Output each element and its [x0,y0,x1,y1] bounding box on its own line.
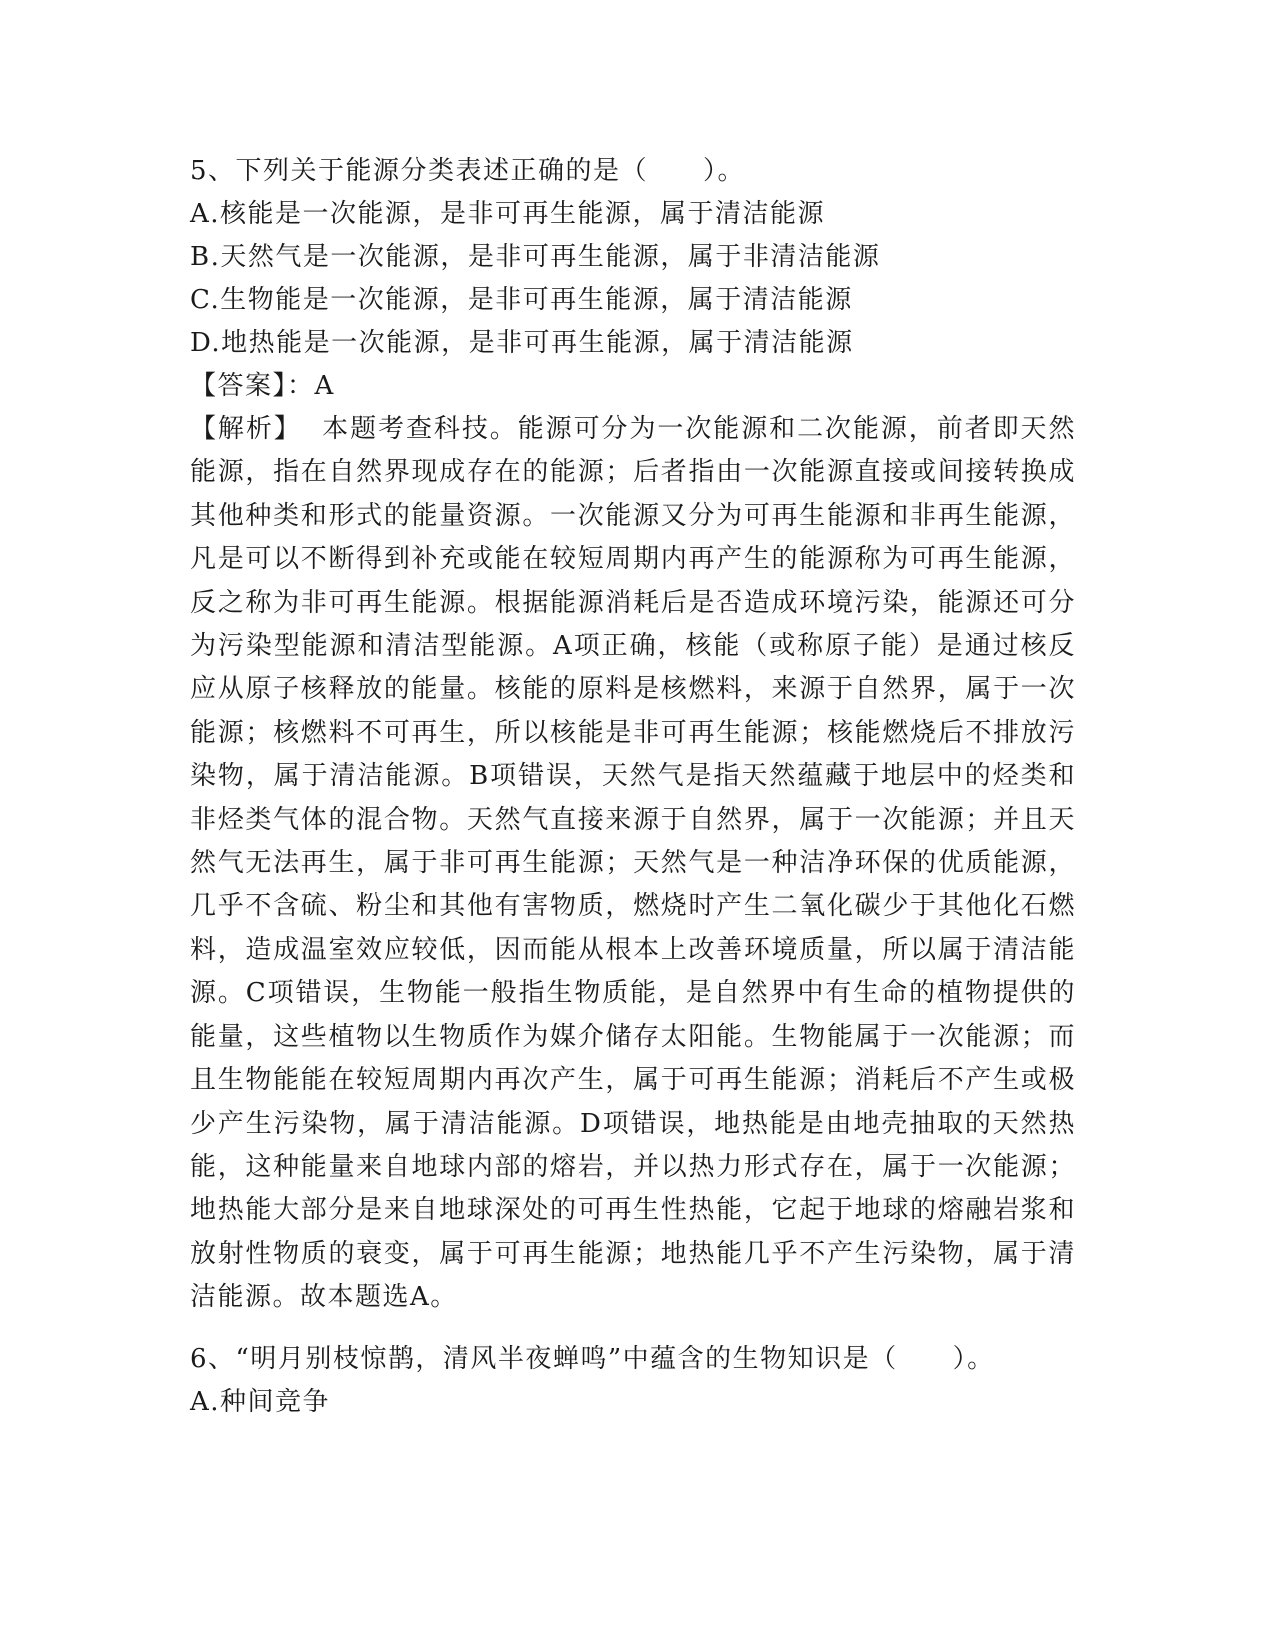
question-stem: 5、下列关于能源分类表述正确的是（ ）。 [190,156,746,186]
option-a: A.核能是一次能源，是非可再生能源，属于清洁能源 [190,199,826,229]
analysis-paragraph [190,408,1076,1320]
option-b: B.天然气是一次能源，是非可再生能源，属于非清洁能源 [190,242,881,272]
question-stem: 6、“明月别枝惊鹊，清风半夜蝉鸣”中蕴含的生物知识是（ ）。 [190,1343,995,1374]
analysis-label: 【解析】 [190,414,302,444]
question-5 [190,150,1090,1320]
option-c: C.生物能是一次能源，是非可再生能源，属于清洁能源 [190,285,853,315]
analysis-text: 本题考查科技。能源可分为一次能源和二次能源，前者即天然能源，指在自然界现成存在的能源；后者指由一次能源直接或间接转换成其他种类和形式的能量资源。一次能源又分为可再生能源和非再生能源，凡是可以不断得到补充或能在较短周期内再产生的能源称为可再生能源，反之称为非可再生能源。根据能源消耗后是否造成环境污染，能源还可分为污染型能源和清洁型能源。A项正确，核能（或称原子能）是通过核反应从原子核释放的能量。核能的原料是核燃料，来源于自然界，属于一次能源；核燃料不可再生，所以核能是非可再生能源；核能燃烧后不排放污染物，属于清洁能源。B项错误，天然气是指天然蕴藏于地层中的烃类和非烃类气体的混合物。天然气直接来源于自然界，属于一次能源；并且天然气无法再生，属于非可再生能源；天然气是一种洁净环保的优质能源，几乎不含硫、粉尘和其他有害物质，燃烧时产生二氧化碳少于其他化石燃料，造成温室效应较低，因而能从根本上改善环境质量，所以属于清洁能源。C项错误，生物能一般指生物质能，是自然界中有生命的植物提供的能量，这些植物以生物质作为媒介储存太阳能。生物能属于一次能源；而且生物能能在较短周期内再次产生，属于可再生能源；消耗后不产生或极少产生污染物，属于清洁能源。D项错误，地热能是由地壳抽取的天然热能，这种能量来自地球内部的熔岩，并以热力形式存在，属于一次能源；地热能大部分是来自地球深处的可再生性热能，它起于地球的熔融岩浆和放射性物质的衰变，属于可再生能源；地热能几乎不产生污染物，属于清洁能源。故本题选A。 [190,414,1076,1313]
question-6 [190,1338,1090,1424]
option-a: A.种间竞争 [190,1386,331,1417]
document-page [190,150,1090,1424]
option-d: D.地热能是一次能源，是非可再生能源，属于清洁能源 [190,328,854,358]
answer-line: 【答案】：A [190,371,335,401]
